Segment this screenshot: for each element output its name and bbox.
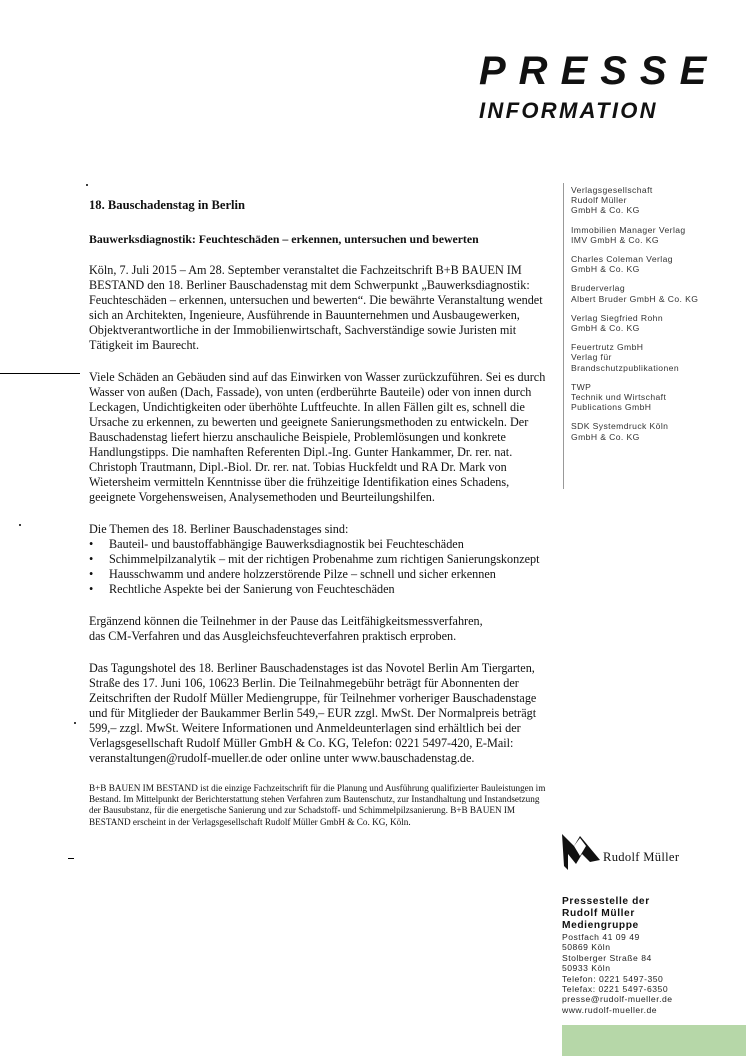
press-office-line: Telefax: 0221 5497-6350 — [562, 984, 669, 995]
article-paragraph-4: Das Tagungshotel des 18. Berliner Bauschadenstages ist das Novotel Berlin Am Tiergarten, Straße des 17. Juni 106, 10623 Berlin. Die Teilnahmegebühr beträgt für Abonnenten der Zeitschriften der Rudolf Müller Mediengruppe, für Teilnehmer vorheriger Bauschadenstage und für Mitglieder der Baukammer Berlin 549,– EUR zzgl. MwSt. Der Normalpreis beträgt 599,– zzgl. MwSt. Weitere Informationen und Anmeldeunterlagen sind erhältlich bei der Verlagsgesellschaft Rudolf Müller GmbH & Co. KG, Telefon: 0221 5497-420, E-Mail: veranstaltungen@rudolf-mueller.de oder online unter www.bauschadenstag.de. — [89, 661, 537, 765]
article-paragraph-3-line-2: das CM-Verfahren und das Ausgleichsfeuchteverfahren praktisch erproben. — [89, 629, 457, 643]
press-office-heading: Mediengruppe — [562, 920, 639, 931]
press-office-email[interactable]: presse@rudolf-mueller.de — [562, 994, 673, 1005]
publisher-line: Albert Bruder GmbH & Co. KG — [571, 293, 699, 304]
publisher-entry — [571, 283, 741, 303]
publisher-line: Charles Coleman Verlag — [571, 254, 673, 265]
press-office-line: Telefon: 0221 5497-350 — [562, 973, 664, 984]
press-office-line: 50869 Köln — [562, 942, 611, 953]
publisher-line: Verlag für — [571, 352, 612, 363]
list-item: • Hausschwamm und andere holzzerstörende Pilze – schnell und sicher erkennen — [89, 567, 547, 582]
publisher-entry — [571, 225, 741, 245]
press-office-line: Stolberger Straße 84 — [562, 952, 652, 963]
article-paragraph-1: Köln, 7. Juli 2015 – Am 28. September veranstaltet die Fachzeitschrift B+B BAUEN IM BESTAND den 18. Berliner Bauschadenstag mit dem Schwerpunkt „Bauwerksdiagnostik: Feuchteschäden – erkennen, untersuchen und bewerten“. Die bewährte Veranstaltung wendet sich an Architekten, Ingenieure, Ausführende in Bauunternehmen und Ausbaugewerken, Objektverantwortliche in der Immobilienwirtschaft, Sachverständige sowie Juristen mit Tätigkeit im Baurecht. — [89, 263, 543, 352]
press-office-line: 50933 Köln — [562, 963, 611, 974]
press-office-heading: Pressestelle der — [562, 896, 650, 907]
publisher-line: GmbH & Co. KG — [571, 264, 640, 275]
article-title: 18. Bauschadenstag in Berlin — [89, 198, 246, 212]
press-office — [562, 896, 742, 1015]
publisher-line: Publications GmbH — [571, 402, 652, 413]
information-heading: INFORMATION — [479, 98, 658, 123]
footnote: B+B BAUEN IM BESTAND ist die einzige Fachzeitschrift für die Planung und Ausführung qualifizierter Bauleistungen im Bestand. Im Mittelpunkt der Berichterstattung stehen Verfahren zum Bautenschutz, zur Instandhaltung und Instandsetzung der Bausubstanz, für die energetische Sanierung und zur Schadstoff- und Schimmelpilzsanierung. B+B BAUEN IM BESTAND erscheint in der Verlagsgesellschaft Rudolf Müller GmbH & Co. KG, Köln. — [89, 783, 546, 827]
publisher-line: GmbH & Co. KG — [571, 323, 640, 334]
presse-heading: PRESSE — [479, 49, 720, 93]
publisher-entry — [571, 421, 741, 441]
publisher-line: Brandschutzpublikationen — [571, 362, 680, 373]
publisher-entry — [571, 342, 741, 373]
article — [89, 198, 547, 828]
logo-text: Rudolf Müller — [603, 850, 680, 864]
sidebar-divider — [563, 183, 564, 489]
margin-dot — [86, 184, 88, 186]
publisher-entry — [571, 313, 741, 333]
publisher-entry — [571, 185, 741, 216]
list-item: • Schimmelpilzanalytik – mit der richtigen Probenahme zum richtigen Sanierungskonzept — [89, 552, 547, 567]
publisher-line: Immobilien Manager Verlag — [571, 224, 686, 235]
article-paragraph-3-line-1: Ergänzend können die Teilnehmer in der Pause das Leitfähigkeitsmessverfahren, — [89, 614, 483, 628]
publisher-list — [571, 185, 741, 451]
margin-dash — [68, 858, 74, 859]
article-paragraph-2: Viele Schäden an Gebäuden sind auf das Einwirken von Wasser zurückzuführen. Sei es durch Wasser von außen (Dach, Fassade), von unten (erdberührte Bauteile) oder von innen durch Leckagen, Undichtigkeiten oder überhöhte Luftfeuchte. In allen Fällen gilt es, schnell die Ursache zu erkennen, zu bewerten und geeignete Sanierungsmethoden zu entwickeln. Der Bauschadenstag liefert hierzu anschauliche Beispiele, Problemlösungen und konkrete Handlungstipps. Die namhaften Referenten Dipl.-Ing. Gunter Hankammer, Dr. rer. nat. Christoph Trautmann, Dipl.-Biol. Dr. rer. nat. Tobias Huckfeldt und RA Dr. Mark von Wietersheim vermitteln Kenntnisse über die frühzeitige Identifikation eines Schadens, geeignete Vorgehensweisen, Analysemethoden und Beurteilungshilfen. — [89, 370, 546, 504]
green-accent-box — [562, 1025, 746, 1056]
publisher-line: Verlag Siegfried Rohn — [571, 312, 664, 323]
publisher-entry — [571, 254, 741, 274]
margin-dot — [19, 524, 21, 526]
topics-list — [89, 537, 547, 597]
press-office-line: Postfach 41 09 49 — [562, 932, 640, 942]
publisher-line: GmbH & Co. KG — [571, 205, 640, 216]
press-office-heading: Rudolf Müller — [562, 908, 635, 919]
publisher-line: SDK Systemdruck Köln — [571, 421, 669, 432]
article-subtitle: Bauwerksdiagnostik: Feuchteschäden – erkennen, untersuchen und bewerten — [89, 232, 479, 246]
publisher-entry — [571, 382, 741, 413]
publisher-line: Technik und Wirtschaft — [571, 392, 667, 403]
topics-intro: Die Themen des 18. Berliner Bauschadenstages sind: — [89, 522, 349, 536]
press-office-website[interactable]: www.rudolf-mueller.de — [562, 1004, 658, 1015]
publisher-line: TWP — [571, 381, 592, 392]
list-item: • Bauteil- und baustoffabhängige Bauwerksdiagnostik bei Feuchteschäden — [89, 537, 547, 552]
publisher-line: IMV GmbH & Co. KG — [571, 234, 659, 245]
publisher-line: Bruderverlag — [571, 283, 625, 294]
list-item: • Rechtliche Aspekte bei der Sanierung von Feuchteschäden — [89, 582, 547, 597]
publisher-line: GmbH & Co. KG — [571, 431, 640, 442]
publisher-line: Rudolf Müller — [571, 195, 627, 206]
margin-rule — [0, 373, 80, 374]
margin-dot — [74, 722, 76, 724]
publisher-line: Verlagsgesellschaft — [571, 185, 653, 195]
publisher-line: Feuertrutz GmbH — [571, 342, 644, 353]
